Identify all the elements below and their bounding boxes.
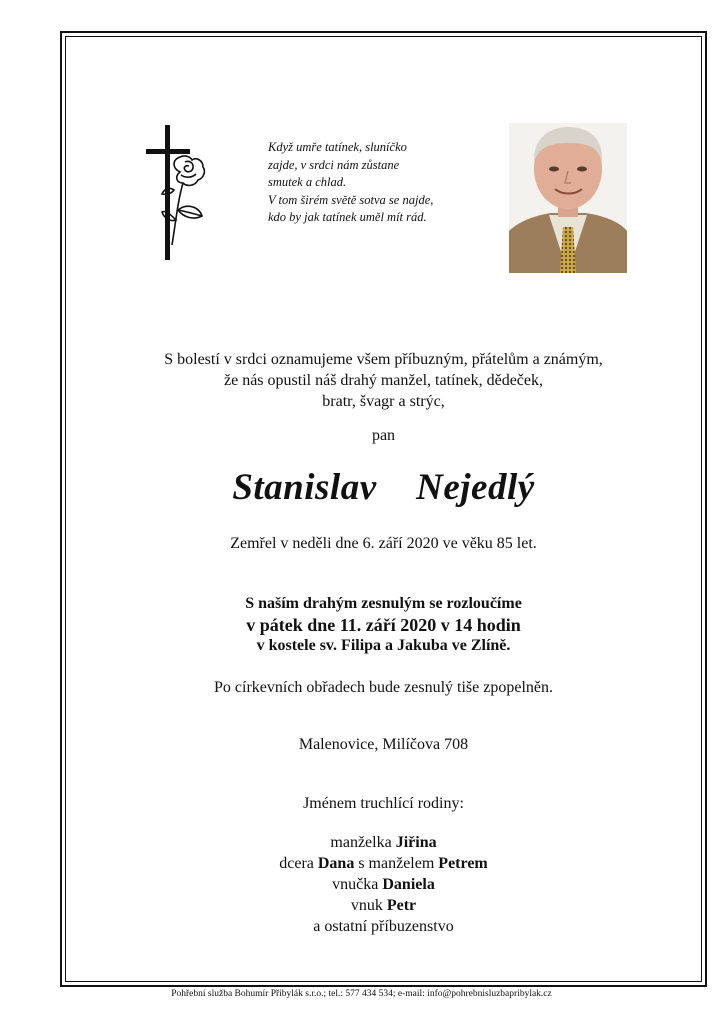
poem-line: zajde, v srdci nám zůstane	[268, 157, 400, 172]
death-info: Zemřel v neděli dne 6. září 2020 ve věku 85 let.	[230, 535, 537, 552]
ceremony-line: S naším drahým zesnulým se rozloučíme	[245, 595, 522, 612]
poem-line: smutek a chlad.	[268, 175, 347, 189]
title-word: pan	[371, 427, 396, 444]
footer-contact: Pohřební služba Bohumír Přibylák s.r.o.; tel.: 577 434 534; e-mail: info@pohrebnisluzbapribylak.cz	[171, 989, 552, 999]
poem-line: kdo by jak tatínek uměl mít rád.	[268, 210, 427, 224]
announcement-intro	[66, 349, 701, 412]
intro-line: S bolestí v srdci oznamujeme všem příbuzným, přátelům a známým,	[164, 351, 603, 368]
family-member: vnuk Petr	[350, 897, 417, 914]
portrait-photo	[509, 123, 627, 273]
intro-line: bratr, švagr a strýc,	[322, 393, 445, 410]
deceased-name: Stanislav Nejedlý	[232, 467, 535, 508]
address: Malenovice, Milíčova 708	[298, 736, 469, 753]
cross-with-rose-icon	[140, 120, 230, 265]
poem-line: V tom širém světě sotva se najde,	[268, 192, 434, 207]
ceremony-date: v pátek dne 11. září 2020 v 14 hodin	[246, 615, 521, 635]
family-list	[66, 832, 701, 937]
family-member: dcera Dana s manželem Petrem	[279, 855, 488, 872]
family-member: vnučka Daniela	[332, 876, 435, 893]
poem	[268, 139, 508, 227]
cross-icon	[146, 125, 190, 260]
ceremony-info	[66, 594, 701, 656]
family-title: Jménem truchlící rodiny:	[303, 795, 464, 812]
cremation-note: Po církevních obřadech bude zesnulý tiše zpopelněn.	[214, 679, 553, 696]
intro-line: že nás opustil náš drahý manžel, tatínek, dědeček,	[224, 372, 543, 389]
family-member: manželka Jiřina	[330, 834, 437, 851]
family-closing: a ostatní příbuzenstvo	[313, 918, 454, 935]
poem-line: Když umře tatínek, sluníčko	[268, 140, 407, 154]
ceremony-place: v kostele sv. Filipa a Jakuba ve Zlíně.	[256, 637, 511, 654]
